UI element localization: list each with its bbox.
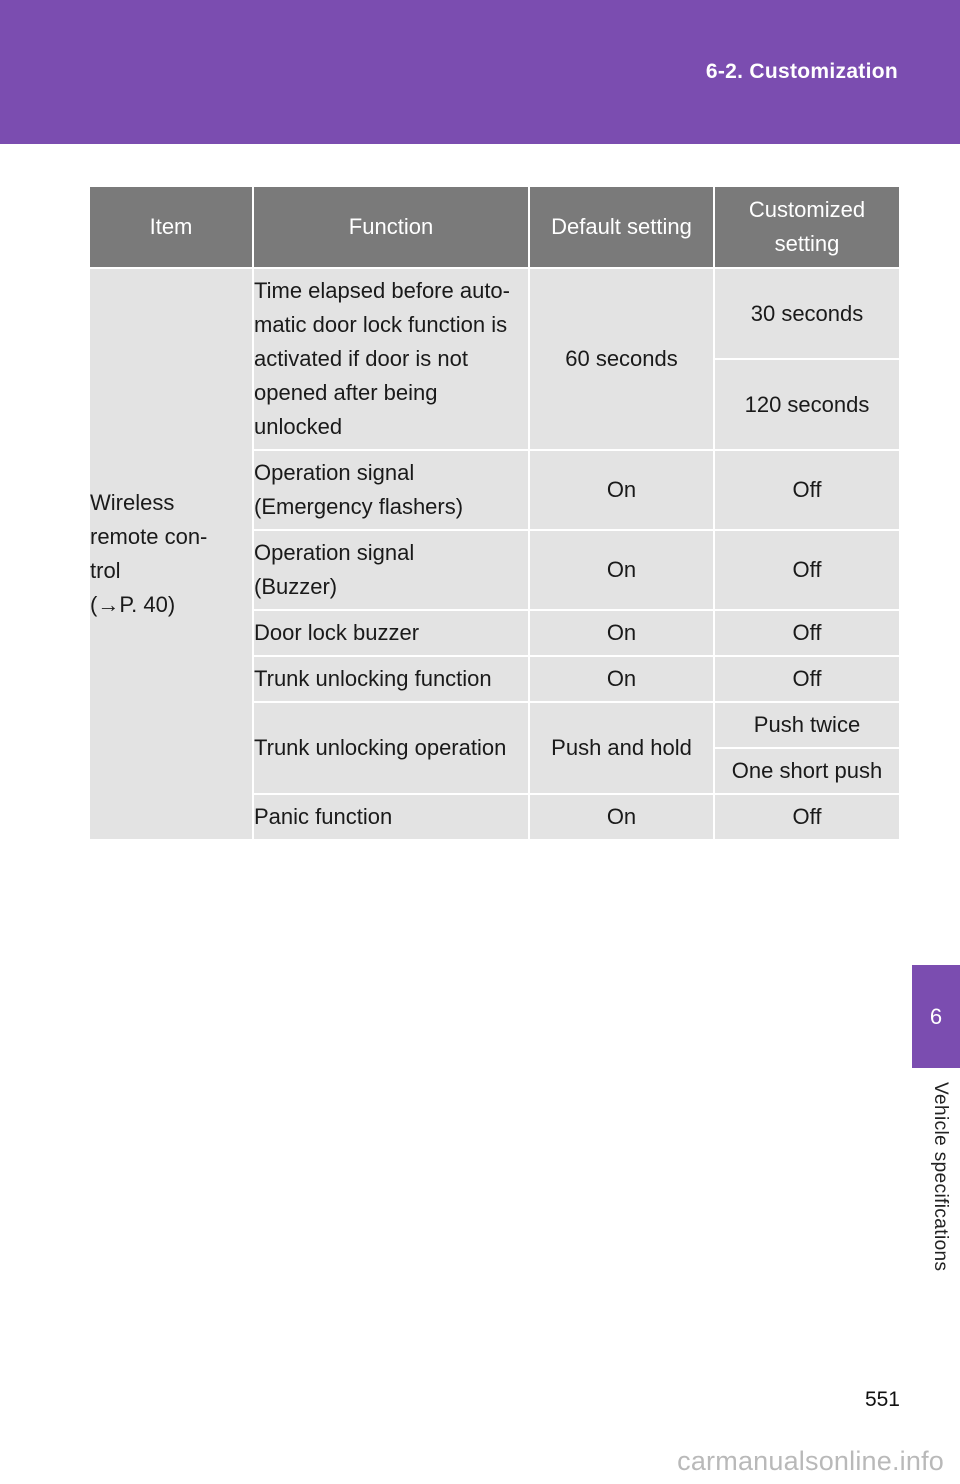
customized-setting-cell: Off — [714, 794, 900, 840]
chapter-number: 6 — [929, 1003, 943, 1029]
customized-setting-cell: One short push — [714, 748, 900, 794]
table-header-row — [89, 186, 900, 268]
table-row — [89, 268, 900, 359]
function-cell: Operation signal (Emergency flashers) — [253, 450, 529, 530]
customized-setting-cell: 30 seconds — [714, 268, 900, 359]
default-setting-cell: 60 seconds — [529, 268, 714, 450]
column-header-item: Item — [89, 186, 253, 268]
default-setting-cell: On — [529, 450, 714, 530]
page-number: 551 — [864, 1388, 900, 1411]
column-header-default-setting: Default setting — [529, 186, 714, 268]
function-cell: Panic function — [253, 794, 529, 840]
function-cell: Time elapsed before auto- matic door lock function is activated if door is not opened after being unlocked — [253, 268, 529, 450]
customized-setting-cell: Push twice — [714, 702, 900, 748]
customization-table — [88, 185, 901, 841]
chapter-label: Vehicle specifications — [930, 1082, 951, 1272]
function-cell: Trunk unlocking function — [253, 656, 529, 702]
chapter-tab[interactable] — [912, 965, 960, 1068]
default-setting-cell: On — [529, 656, 714, 702]
function-cell: Trunk unlocking operation — [253, 702, 529, 794]
customized-setting-cell: Off — [714, 450, 900, 530]
customized-setting-cell: Off — [714, 610, 900, 656]
function-cell: Operation signal (Buzzer) — [253, 530, 529, 610]
default-setting-cell: Push and hold — [529, 702, 714, 794]
section-title: 6-2. Customization — [705, 60, 898, 83]
customized-setting-cell: 120 seconds — [714, 359, 900, 450]
customized-setting-cell: Off — [714, 530, 900, 610]
watermark: carmanualsonline.info — [677, 1446, 944, 1476]
item-cell — [89, 268, 253, 840]
default-setting-cell: On — [529, 610, 714, 656]
column-header-function: Function — [253, 186, 529, 268]
column-header-customized-setting: Customized setting — [714, 186, 900, 268]
function-cell: Door lock buzzer — [253, 610, 529, 656]
default-setting-cell: On — [529, 794, 714, 840]
customized-setting-cell: Off — [714, 656, 900, 702]
item-label: Wireless remote con- trol (→P. 40) — [90, 490, 208, 617]
default-setting-cell: On — [529, 530, 714, 610]
